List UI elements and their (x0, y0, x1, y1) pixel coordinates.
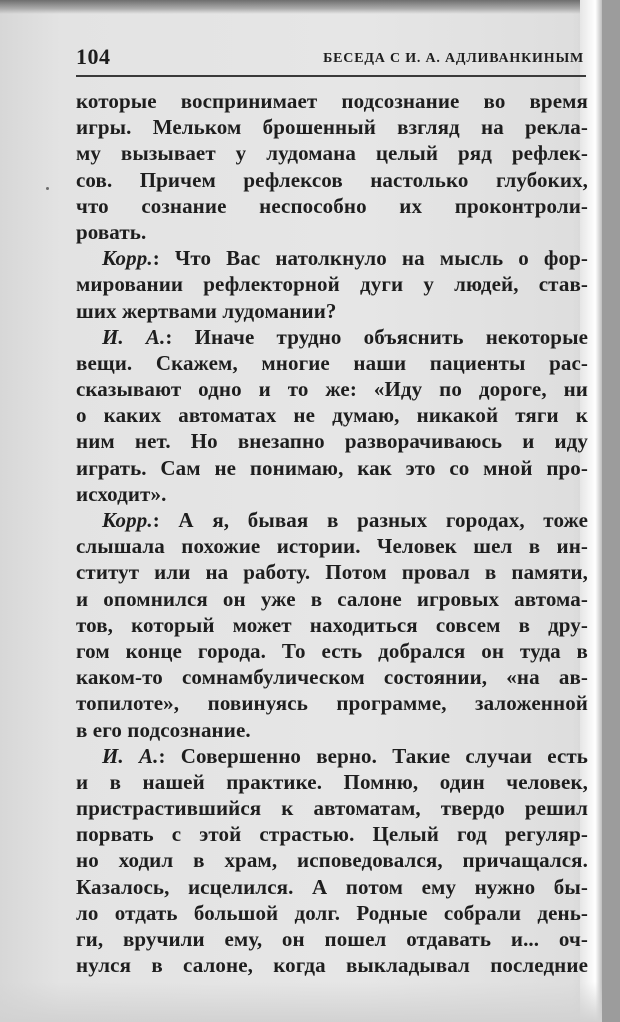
text-line (76, 298, 588, 324)
line-text: что сознание неспособно их проконтроли- (76, 193, 588, 218)
line-text: ло отдать большой долг. Родные собрали день- (76, 900, 588, 925)
text-line (76, 219, 588, 245)
page-bottom-shadow (0, 982, 602, 1022)
text-line (76, 324, 588, 350)
line-text: ших жертвами лудомании? (76, 298, 337, 323)
text-line (76, 874, 588, 900)
text-line (76, 271, 588, 297)
text-line (76, 638, 588, 664)
running-header (76, 44, 584, 74)
page-top-shadow (0, 0, 602, 14)
text-line (76, 717, 588, 743)
line-text: слышала похожие истории. Человек шел в ин- (76, 534, 588, 559)
text-line (76, 769, 588, 795)
page-number: 104 (76, 44, 111, 69)
line-text: ровать. (76, 219, 147, 244)
text-line (76, 455, 588, 481)
line-text: играть. Сам не понимаю, как это со мной про- (76, 455, 588, 480)
line-text: : Совершенно верно. Такие случаи есть (158, 743, 589, 768)
line-text: сказывают одно и то же: «Иду по дороге, ни (76, 377, 588, 402)
body-text (76, 88, 588, 978)
text-line (76, 245, 588, 271)
line-text: и в нашей практике. Помню, один человек, (76, 769, 588, 794)
text-line (76, 821, 588, 847)
text-line (76, 612, 588, 638)
line-text: нулся в салоне, когда выкладывал последние (76, 953, 588, 978)
text-line (76, 952, 588, 978)
line-text: топилоте», повинуясь программе, заложенной (76, 691, 588, 716)
text-line (76, 428, 588, 454)
line-text: ги, вручили ему, он пошел отдавать и... оч- (76, 927, 588, 951)
line-text: Казалось, исцелился. А потом ему нужно бы- (76, 874, 588, 899)
speaker-label: Корр. (102, 246, 153, 271)
line-text: в его подсознание. (76, 717, 251, 742)
text-line (76, 559, 588, 585)
line-text: : Иначе трудно объяснить некоторые (165, 324, 589, 349)
running-title: БЕСЕДА С И. А. АДЛИВАНКИНЫМ (323, 51, 584, 66)
text-line (76, 743, 588, 769)
print-speck (46, 187, 49, 190)
text-line (76, 376, 588, 402)
line-text: игры. Мельком брошенный взгляд на рекла- (76, 115, 588, 140)
text-line (76, 167, 588, 193)
line-text: но ходил в храм, исповедовался, причащался. (76, 848, 588, 873)
text-line (76, 193, 588, 219)
line-text: и опомнился он уже в салоне игровых автома- (76, 586, 588, 611)
line-text: каком-то сомнамбулическом состоянии, «на ав- (76, 665, 588, 690)
line-text: : Что Вас натолкнуло на мысль о фор- (152, 246, 588, 271)
header-rule (76, 75, 586, 77)
text-line (76, 402, 588, 428)
line-text: му вызывает у лудомана целый ряд рефлек- (76, 141, 588, 166)
text-line (76, 533, 588, 559)
line-text: которые воспринимает подсознание во время (76, 89, 588, 113)
text-line (76, 481, 588, 507)
speaker-label: И. А. (102, 324, 166, 349)
line-text: ним нет. Но внезапно разворачиваюсь и иду (76, 429, 588, 454)
text-line (76, 690, 588, 716)
line-text: ститут или на работу. Потом провал в памяти, (76, 560, 588, 585)
text-line (76, 507, 588, 533)
text-line (76, 926, 588, 952)
line-text: мировании рефлекторной дуги у людей, став- (76, 272, 588, 297)
line-text: пристрастившийся к автоматам, твердо решил (76, 796, 588, 821)
text-line (76, 795, 588, 821)
text-line (76, 586, 588, 612)
speaker-label: Корр. (102, 508, 153, 532)
text-line (76, 350, 588, 376)
text-line (76, 114, 588, 140)
line-text: о каких автоматах не думаю, никакой тяги к (76, 403, 588, 428)
line-text: тов, который может находиться совсем в дру- (76, 612, 588, 637)
line-text: исходит». (76, 481, 167, 506)
line-text: порвать с этой страстью. Целый год регуляр- (76, 822, 588, 847)
line-text: гом конце города. То есть добрался он туда в (76, 638, 588, 663)
text-line (76, 140, 588, 166)
speaker-label: И. А. (102, 743, 159, 768)
text-line (76, 664, 588, 690)
text-line (76, 847, 588, 873)
text-line (76, 88, 588, 114)
line-text: сов. Причем рефлексов настолько глубоких, (76, 167, 588, 192)
line-text: : А я, бывая в разных городах, тоже (152, 508, 588, 532)
line-text: вещи. Скажем, многие наши пациенты рас- (76, 350, 588, 375)
text-line (76, 900, 588, 926)
